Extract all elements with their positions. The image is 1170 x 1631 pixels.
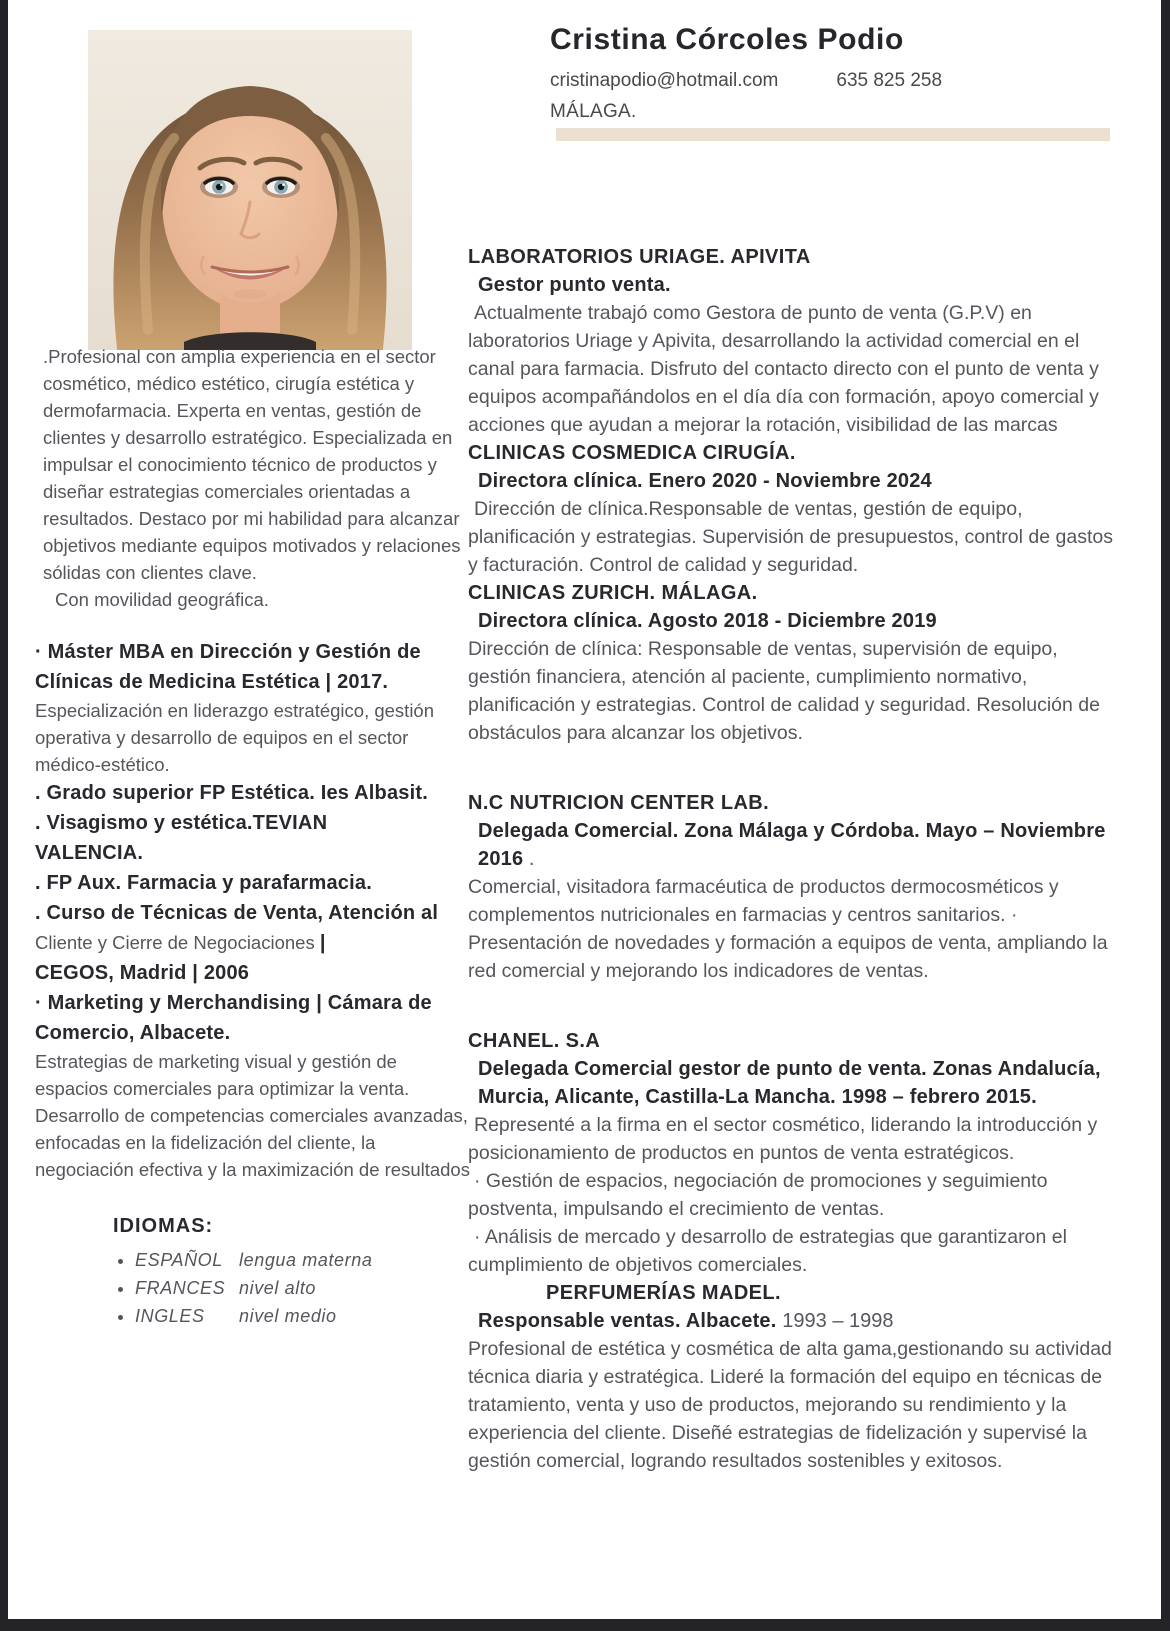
company-heading: CLINICAS ZURICH. MÁLAGA. — [468, 582, 758, 604]
job-cosmedica — [468, 439, 1120, 579]
company-heading: PERFUMERÍAS MADEL. — [546, 1282, 781, 1304]
mobility-note: Con movilidad geográfica. — [55, 589, 269, 610]
language-item: • INGLES nivel medio — [135, 1302, 473, 1330]
role-heading: Delegada Comercial gestor de punto de venta. Zonas Andalucía, Murcia, Alicante, Castilla-La Mancha. 1998 – febrero 2015. — [478, 1058, 1101, 1108]
phone-text: 635 825 258 — [836, 70, 943, 91]
job-description: Comercial, visitadora farmacéutica de productos dermocosméticos y complementos nutricionales en farmacias y centros sanitarios. · Presentación de novedades y formación a equipos de venta, ampliando la red comercial y mejorando los indicadores de ventas. — [468, 876, 1108, 982]
education-marketing-title: · Marketing y Merchandising | Cámara de Comercio, Albacete. — [35, 992, 432, 1044]
role-heading: Directora clínica. Agosto 2018 - Diciembre 2019 — [478, 610, 937, 632]
portrait-illustration — [88, 30, 412, 350]
languages-list — [113, 1246, 473, 1330]
job-description: Dirección de clínica.Responsable de ventas, gestión de equipo, planificación y estrategias. Supervisión de presupuestos, control de gastos y facturación. Control de calidad y seguridad. — [468, 498, 1113, 576]
education-desarrollo: Desarrollo de competencias comerciales avanzadas, enfocadas en la fidelización del cliente, la negociación efectiva y la maximización de resultados — [35, 1105, 470, 1180]
city-text: MÁLAGA. — [550, 101, 637, 122]
role-heading: Gestor punto venta. — [478, 274, 671, 296]
job-bullet: · Análisis de mercado y desarrollo de estrategias que garantizaron el cumplimiento de objetivos comerciales. — [468, 1226, 1067, 1276]
education-section — [35, 637, 473, 1183]
role-heading: Directora clínica. Enero 2020 - Noviembre 2024 — [478, 470, 932, 492]
company-heading: CLINICAS COSMEDICA CIRUGÍA. — [468, 442, 796, 464]
role-heading: Responsable ventas. Albacete. 1993 – 1998 — [478, 1310, 894, 1332]
role-heading: Delegada Comercial. Zona Málaga y Córdoba. Mayo – Noviembre 2016 . — [478, 820, 1106, 870]
profile-photo — [88, 30, 412, 350]
job-bullet: · Gestión de espacios, negociación de promociones y seguimiento postventa, impulsando el crecimiento de ventas. — [468, 1170, 1048, 1220]
job-nutricion — [468, 789, 1120, 985]
experience-column — [468, 243, 1120, 1475]
education-visagismo: . Visagismo y estética.TEVIAN VALENCIA. — [35, 812, 328, 864]
email-text: cristinapodio@hotmail.com — [550, 70, 779, 91]
job-chanel — [468, 1027, 1120, 1279]
job-description: Profesional de estética y cosmética de alta gama,gestionando su actividad técnica diaria y estratégica. Lideré la formación del equipo en técnicas de tratamiento, venta y uso de productos, mejorando su rendimiento y la experiencia del cliente. Diseñé estrategias de fidelización y supervisé la gestión comercial, logrando resultados sostenibles y exitosos. — [468, 1338, 1112, 1472]
profile-summary: .Profesional con amplia experiencia en el sector cosmético, médico estético, cirugía estética y dermofarmacia. Experta en ventas, gestión de clientes y desarrollo estratégico. Especializada en impulsar el conocimiento técnico de productos y diseñar estrategias comerciales orientadas a resultados. Destaco por mi habilidad para alcanzar objetivos mediante equipos motivados y relaciones sólidas con clientes clave. — [43, 346, 461, 583]
company-heading: LABORATORIOS URIAGE. APIVITA — [468, 246, 811, 268]
job-zurich — [468, 579, 1120, 747]
left-column — [35, 343, 473, 1330]
education-marketing-desc: Estrategias de marketing visual y gestión de espacios comerciales para optimizar la venta. — [35, 1051, 410, 1099]
candidate-name: Cristina Córcoles Podio — [550, 23, 904, 56]
education-fp-aux: . FP Aux. Farmacia y parafarmacia. — [35, 872, 372, 894]
company-heading: CHANEL. S.A — [468, 1030, 601, 1052]
education-curso-ventas: . Curso de Técnicas de Venta, Atención al Cliente y Cierre de Negociaciones | CEGOS, Madrid | 2006 — [35, 902, 439, 984]
education-mba-title: · Máster MBA en Dirección y Gestión de Clínicas de Medicina Estética | 2017. — [35, 641, 421, 693]
job-uriage — [468, 243, 1120, 439]
job-description: Representé a la firma en el sector cosmético, liderando la introducción y posicionamiento de productos en puntos de venta estratégicos. — [468, 1114, 1098, 1164]
languages-title: IDIOMAS: — [113, 1215, 214, 1237]
job-description: Dirección de clínica: Responsable de ventas, supervisión de equipo, gestión financiera, atención al paciente, cumplimiento normativo, planificación y estrategias. Control de calidad y seguridad. Resolución de obstáculos para alcanzar los objetivos. — [468, 638, 1100, 744]
job-description: Actualmente trabajó como Gestora de punto de venta (G.P.V) en laboratorios Uriage y Apivita, desarrollando la actividad comercial en el canal para farmacia. Disfruto del contacto directo con el punto de venta y equipos acompañándolos en el día día con formación, apoyo comercial y acciones que ayudan a mejorar la rotación, visibilidad de las marcas — [468, 302, 1099, 436]
language-item: • FRANCES nivel alto — [135, 1274, 473, 1302]
languages-section — [113, 1213, 473, 1330]
language-item: • ESPAÑOL lengua materna — [135, 1246, 473, 1274]
header — [550, 22, 1110, 123]
company-heading: N.C NUTRICION CENTER LAB. — [468, 792, 770, 814]
education-fp-estetica: . Grado superior FP Estética. Ies Albasit. — [35, 782, 428, 804]
contact-row — [550, 70, 1110, 92]
education-mba-desc: Especialización en liderazgo estratégico, gestión operativa y desarrollo de equipos en el sector médico-estético. — [35, 700, 435, 775]
job-madel — [468, 1279, 1120, 1475]
accent-bar — [556, 128, 1110, 141]
